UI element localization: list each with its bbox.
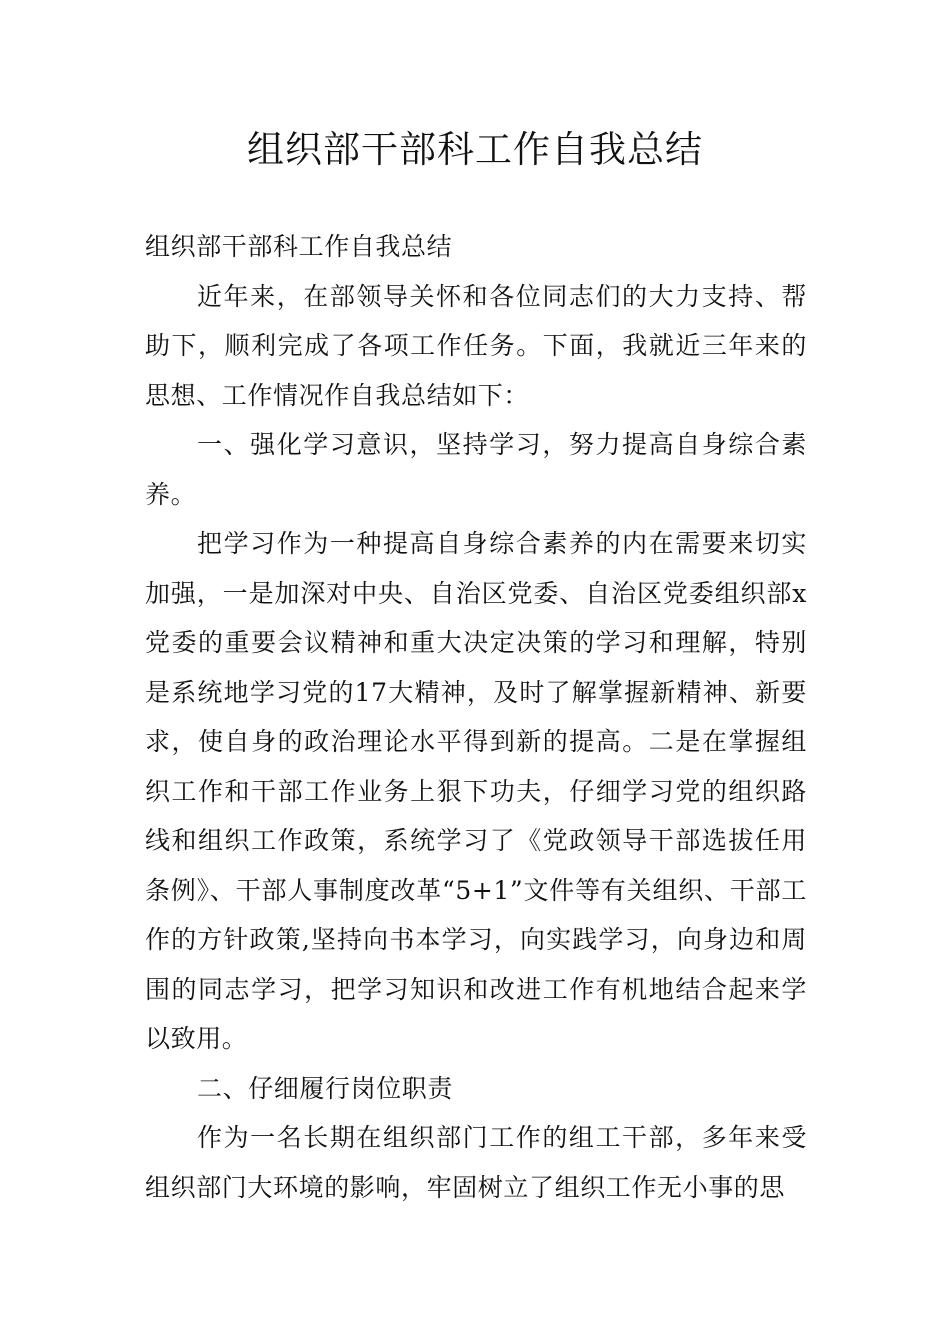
section-heading-1: 一、强化学习意识，坚持学习，努力提高自身综合素养。 xyxy=(145,430,807,509)
intro-paragraph: 近年来，在部领导关怀和各位同志们的大力支持、帮助下，顺利完成了各项工作任务。下面，我就近三年来的思想、工作情况作自我总结如下： xyxy=(145,281,807,410)
section-heading-2: 二、仔细履行岗位职责 xyxy=(197,1073,454,1103)
duty-paragraph: 作为一名长期在组织部门工作的组工干部，多年来受组织部门大环境的影响，牢固树立了组织工作无小事的思 xyxy=(145,1123,807,1202)
document-title: 组织部干部科工作自我总结 xyxy=(247,128,703,171)
document-body xyxy=(145,222,807,1212)
study-paragraph: 把学习作为一种提高自身综合素养的内在需要来切实加强，一是加深对中央、自治区党委、自治区党委组织部x党委的重要会议精神和重大决定决策的学习和理解，特别是系统地学习党的17大精神，及时了解掌握新精神、新要求，使自身的政治理论水平得到新的提高。二是在掌握组织工作和干部工作业务上狠下功夫，仔细学习党的组织路线和组织工作政策，系统学习了《党政领导干部选拔任用条例》、干部人事制度改革“5+1”文件等有关组织、干部工作的方针政策,坚持向书本学习，向实践学习，向身边和周围的同志学习，把学习知识和改进工作有机地结合起来学以致用。 xyxy=(145,529,807,1053)
body-subtitle: 组织部干部科工作自我总结 xyxy=(145,232,453,261)
